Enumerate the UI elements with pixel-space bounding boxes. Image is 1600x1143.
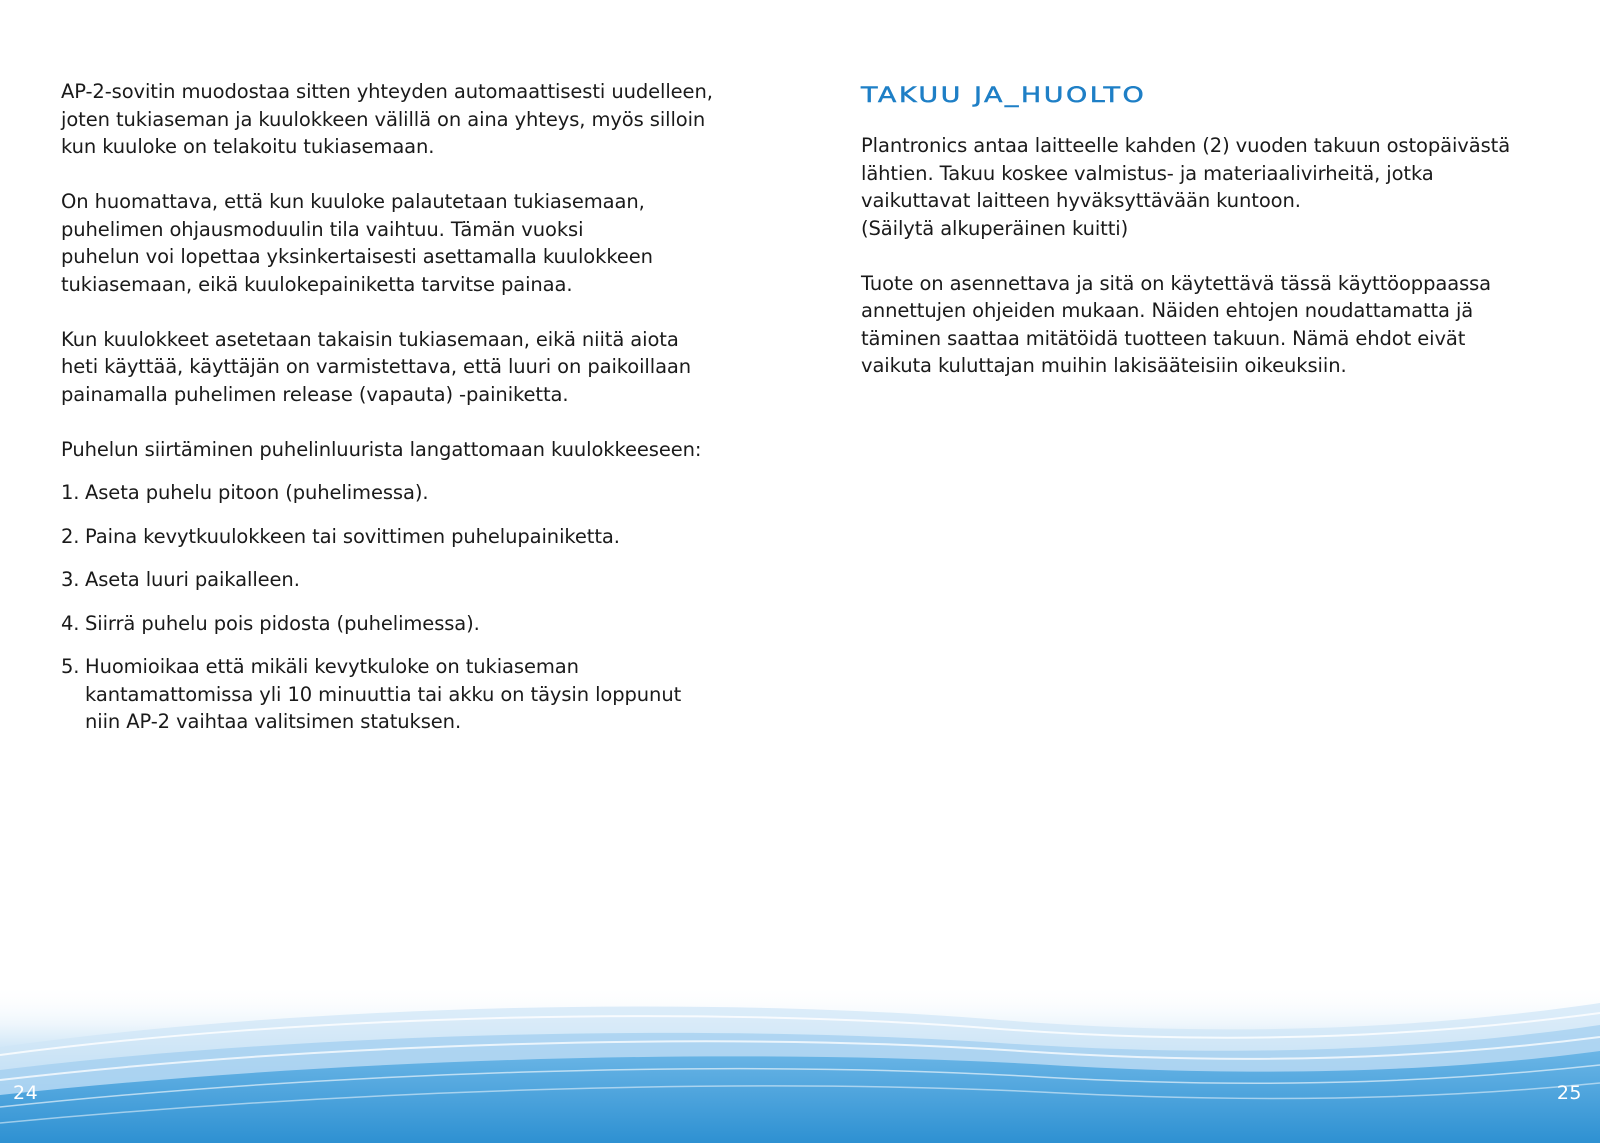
paragraph-status-change: On huomattava, että kun kuuloke palautetaan tukiasemaan, puhelimen ohjausmoduulin tila vaihtuu. Tämän vuoksi puhelun voi lopettaa yksinkertaisesti asettamalla kuulokkeen tukiasemaan, eikä kuulokepainiketta tarvitse painaa. xyxy=(61,190,653,296)
paragraph-reconnect: AP-2-sovitin muodostaa sitten yhteyden automaattisesti uudelleen, joten tukiaseman ja kuulokkeen välillä on aina yhteys, myös silloin kun kuuloke on telakoitu tukiasemaan. xyxy=(61,80,713,158)
paragraph-release-button: Kun kuulokkeet asetetaan takaisin tukiasemaan, eikä niitä aiota heti käyttää, käyttäjän on varmistettava, että luuri on paikoillaan painamalla puhelimen release (vapauta) -painiketta. xyxy=(61,327,692,406)
step-text: Huomioikaa että mikäli kevytkuloke on tukiaseman kantamattomissa yli 10 minuuttia tai akku on täysin loppunut niin AP-2 vaihtaa valitsimen statuksen. xyxy=(85,655,682,733)
list-intro: Puhelun siirtäminen puhelinluurista langattomaan kuulokkeeseen: xyxy=(61,437,702,461)
step-text: Aseta puhelu pitoon (puhelimessa). xyxy=(85,481,429,504)
step-text: Paina kevytkuulokkeen tai sovittimen puhelupainiketta. xyxy=(85,524,620,548)
section-title: TAKUU JA_HUOLTO xyxy=(861,83,1147,108)
step-text: Siirrä puhelu pois pidosta (puhelimessa). xyxy=(85,611,480,635)
step-number: 2. xyxy=(61,524,80,548)
page-number-left: 24 xyxy=(13,1082,39,1104)
steps-list xyxy=(61,479,761,736)
list-item xyxy=(61,523,761,551)
page-number-right: 25 xyxy=(1556,1082,1582,1104)
step-number: 3. xyxy=(61,568,80,591)
paragraph-usage-terms: Tuote on asennettava ja sitä on käytettävä tässä käyttöoppaassa annettujen ohjeiden mukaan. Näiden ehtojen noudattamatta jä täminen saattaa mitätöidä tuotteen takuun. Nämä ehdot eivät vaikuta kuluttajan muihin lakisääteisiin oikeuksiin. xyxy=(861,271,1492,377)
step-number: 4. xyxy=(61,611,80,635)
list-item xyxy=(61,566,761,594)
list-item xyxy=(61,610,761,638)
step-number: 5. xyxy=(61,655,80,678)
list-item xyxy=(61,653,761,736)
step-number: 1. xyxy=(61,481,80,504)
footer-wave-decoration xyxy=(0,985,1600,1143)
step-text: Aseta luuri paikalleen. xyxy=(85,568,300,591)
wave-graphic xyxy=(0,985,1600,1143)
list-item xyxy=(61,479,761,507)
left-page xyxy=(61,78,761,752)
paragraph-warranty: Plantronics antaa laitteelle kahden (2) vuoden takuun ostopäivästä lähtien. Takuu koskee valmistus- ja materiaalivirheitä, jotka vaikuttavat laitteen hyväksyttävään kuntoon. (Säilytä alkuperäinen kuitti) xyxy=(861,134,1511,240)
right-page xyxy=(861,78,1561,407)
